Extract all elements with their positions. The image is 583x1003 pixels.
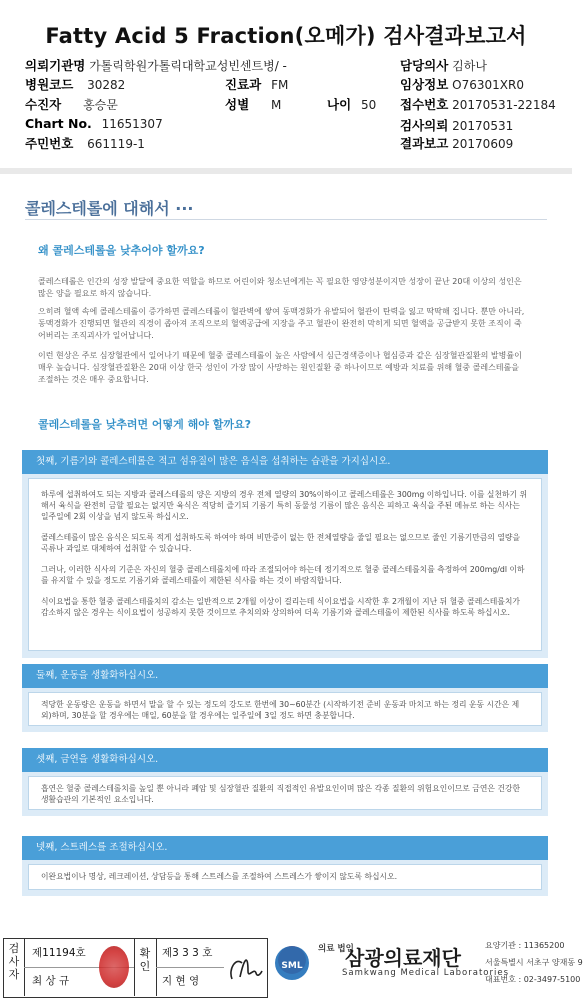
- tip-box-3-header: 셋째, 금연을 생활화하십시오.: [22, 748, 548, 772]
- tip-box-1-para-4: 식이요법을 통한 혈중 콜레스테롤치의 감소는 일반적으로 2개월 이상이 걸리는데 식이요법을 시작한 후 2개월이 지난 뒤 혈중 콜레스테롤치가 감소하지 않은 경우는 식이요법이 성공하지 못한 것이므로 추치의와 상의하여 더욱 기름기와 콜레스테롤이 제한된 식사를 하도록 하십시오.: [41, 597, 520, 617]
- request-label: 검사의뢰: [400, 118, 449, 133]
- svg-text:SML: SML: [281, 961, 303, 971]
- request-row: [400, 116, 513, 134]
- tip-box-1-body: [28, 478, 542, 651]
- institution-row: [25, 56, 287, 74]
- table-divider: [134, 939, 135, 996]
- examiner-seal-icon: [99, 946, 129, 988]
- clinical-value: O76301XR0: [452, 78, 524, 92]
- section-rule: [25, 219, 547, 220]
- reception-value: 20170531-22184: [452, 98, 556, 112]
- age-value: 50: [360, 98, 377, 112]
- tip-box-4-body: [28, 864, 542, 890]
- org-type: 의료 법인: [318, 944, 354, 954]
- tip-box-1-para-3: 그러나, 이러한 식사의 기준은 자신의 혈중 콜레스테롤치에 따라 조절되어야 하는데 정기적으로 혈중 콜레스테롤치를 측정하여 200mg/dl 이하를 유지할 수 있을 정도로 기름기와 콜레스테롤이 제한된 식사를 하는 것이 바람직합니다.: [41, 565, 525, 585]
- examiner-label: 검사자: [8, 942, 20, 981]
- org-english-name: Samkwang Medical Laboratories: [342, 968, 510, 978]
- paragraph-1: 콜레스테롤은 인간의 성장 발달에 중요한 역할을 하므로 어린이와 청소년에게는 꼭 필요한 영양성분이지만 성장이 끝난 20대 이상의 성인은 많은 양을 필요로 하지 않습니다.: [38, 277, 522, 298]
- sex-row: [225, 95, 281, 113]
- paragraph-3: 이런 현상은 주로 심장혈관에서 일어나기 때문에 혈중 콜레스테롤이 높은 사람에서 심근경색증이나 협심증과 같은 심장혈관질환의 발병률이 매우 높습니다. 심장혈관질환은 20대 이상 한국 성인이 가장 많이 사망하는 원인질환 중 하나이므로 예방과 치료를 위해 혈중 콜레스테롤을 조절하는 것은 매우 중요합니다.: [38, 351, 522, 384]
- hospital-code-row: [25, 75, 125, 93]
- id-row: [25, 134, 145, 152]
- sml-logo-icon: [271, 940, 313, 986]
- clinical-row: [400, 75, 524, 93]
- confirmer-signature-icon: [226, 949, 264, 989]
- hospital-code-value: 30282: [87, 78, 126, 92]
- chart-row: [25, 116, 163, 131]
- question-why: 왜 콜레스테롤을 낮추어야 할까요?: [38, 244, 205, 257]
- request-value: 20170531: [452, 119, 514, 133]
- org-phone: 대표번호 : 02-3497-5100: [485, 975, 581, 984]
- dept-label: 진료과: [225, 77, 262, 92]
- patient-row: [25, 95, 118, 113]
- org-address: 서울특별시 서초구 양재동 9: [485, 958, 583, 967]
- chart-value: 11651307: [101, 117, 163, 131]
- tip-box-3-body: [28, 776, 542, 810]
- doctor-row: [400, 56, 487, 74]
- clinical-label: 임상정보: [400, 77, 449, 92]
- id-label: 주민번호: [25, 136, 74, 151]
- reception-row: [400, 95, 556, 113]
- confirmer-name: 지 현 영: [162, 975, 200, 987]
- cholesterol-info: [0, 174, 572, 926]
- org-code: 요양기관 : 11365200: [485, 941, 565, 950]
- report-footer: [0, 926, 583, 1003]
- org-name: 삼광의료재단: [345, 946, 461, 970]
- tip-box-2-header: 둘째, 운동을 생활화하십시오.: [22, 664, 548, 688]
- paragraph-2: 으히려 혈액 속에 콜레스테롤이 증가하면 콜레스테롤이 혈관벽에 쌓여 동맥경화가 유발되어 혈관이 탄력을 잃고 딱딱해 집니다. 뿐만 아니라, 동맥경화가 진행되면 혈관의 직경이 좁아져 조직으로의 혈액공급에 지장을 주고 혈관이 완전히 막히게 되면 혈액을 공급받지 못한 조직이 죽어버리는 조직괴사가 일어납니다.: [38, 307, 525, 340]
- dept-value: FM: [271, 78, 289, 92]
- hospital-code-label: 병원코드: [25, 77, 74, 92]
- institution-label: 의뢰기관명: [25, 58, 86, 73]
- confirmer-license: 제3 3 3 호: [162, 947, 213, 959]
- age-row: [327, 95, 376, 113]
- chart-label: Chart No.: [25, 116, 92, 131]
- tip-box-1-header: 첫째, 기름기와 콜레스테롤은 적고 섬유질이 많은 음식을 섭취하는 습관을 가지십시오.: [22, 450, 548, 474]
- tip-box-4-header: 넷째, 스트레스를 조절하십시오.: [22, 836, 548, 860]
- institution-value: 가톨릭학원가톨릭대학교성빈센트병/ -: [89, 59, 287, 73]
- tip-box-1-para-1: 하루에 섭취하여도 되는 지방과 콜레스테롤의 양은 지방의 경우 전체 열량의 30%이하이고 콜레스테롤은 300mg 이하입니다. 이를 실천하기 위해서 육식을 완전히 금할 필요는 없지만 육식은 적당히 즐기되 기름기 특히 동물성 기름이 많은 음식은 피하고 육식을 주된 메뉴로 하는 식사는 일주일에 2회 이상을 넘지 않도록 하십시오.: [41, 490, 528, 521]
- report-date-value: 20170609: [452, 137, 514, 151]
- sex-value: M: [270, 98, 282, 112]
- report-date-label: 결과보고: [400, 136, 449, 151]
- report-header: [0, 0, 572, 170]
- report-date-row: [400, 134, 513, 152]
- report-title: Fatty Acid 5 Fraction(오메가) 검사결과보고서: [45, 24, 527, 48]
- age-label: 나이: [327, 97, 352, 112]
- sex-label: 성별: [225, 97, 250, 112]
- id-value: 661119-1: [87, 137, 145, 151]
- confirmer-label: 확인: [139, 947, 151, 973]
- table-row-divider: [156, 967, 224, 968]
- reception-label: 접수번호: [400, 97, 449, 112]
- patient-label: 수진자: [25, 97, 62, 112]
- signature-table: [3, 938, 268, 998]
- question-how: 콜레스테롤을 낮추려면 어떻게 해야 할까요?: [38, 418, 251, 431]
- patient-value: 홍승문: [83, 98, 118, 112]
- doctor-value: 김하나: [452, 59, 487, 73]
- doctor-label: 담당의사: [400, 58, 449, 73]
- tip-box-3-para-1: 흡연은 혈중 콜레스테롤치를 높일 뿐 아니라 폐암 및 심장혈관 질환의 직접적인 유발요인이며 많은 각종 질환의 위험요인이므로 금연은 건강한 생활습관의 기본적인 요소입니다.: [41, 784, 520, 804]
- examiner-name: 최 상 규: [32, 975, 70, 987]
- section-title: 콜레스테롤에 대해서 ···: [25, 199, 194, 218]
- tip-box-1-para-2: 콜레스테롤이 많은 음식은 되도록 적게 섭취하도록 하여야 하며 비만증이 없는 한 전체열량을 줄일 필요는 없으므로 줄인 기름기만큼의 열량을 곡류나 과일로 대체하여 섭취할 수 있습니다.: [41, 533, 520, 553]
- examiner-license: 제11194호: [32, 947, 86, 959]
- tip-box-4-para-1: 이완요법이나 명상, 레크레이션, 상담등을 통해 스트레스를 조절하여 스트레스가 쌓이지 않도록 하십시오.: [41, 872, 398, 881]
- dept-row: [225, 75, 288, 93]
- tip-box-2-para-1: 적당한 운동량은 운동을 하면서 말을 할 수 있는 정도의 강도로 한번에 30~60분간 (시작하기전 준비 운동과 마치고 하는 정리 운동 시간은 제외)하며, 30분을 할 경우에는 매일, 60분을 할 경우에는 일주일에 3일 정도 하면 충분합니다.: [41, 700, 520, 720]
- tip-box-2-body: [28, 692, 542, 726]
